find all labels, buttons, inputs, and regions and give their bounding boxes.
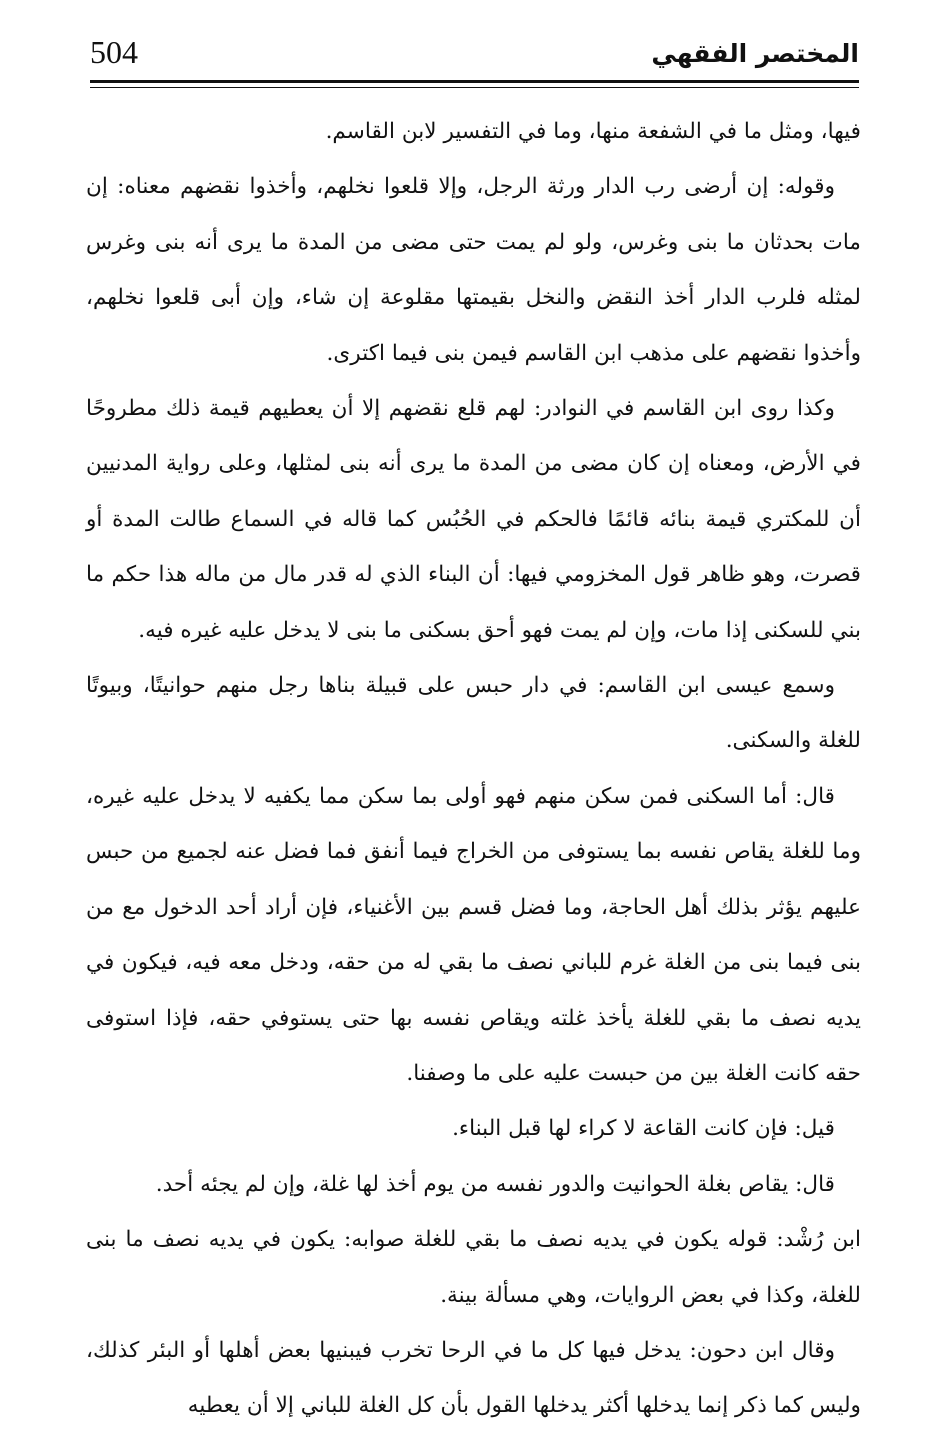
- body-text: [86, 104, 861, 1434]
- header-rule-thick: [90, 80, 859, 83]
- paragraph: وسمع عيسى ابن القاسم: في دار حبس على قبيلة بناها رجل منهم حوانيتًا، وبيوتًا للغلة والسكنى.: [86, 673, 861, 754]
- page-number: 504: [90, 34, 138, 70]
- paragraph: وكذا روى ابن القاسم في النوادر: لهم قلع نقضهم إلا أن يعطيهم قيمة ذلك مطروحًا في الأرض، ومعناه إن كان مضى من المدة ما يرى أنه بنى لمثلها، وعلى رواية المدنيين أن للمكتري قيمة بنائه قائمًا فالحكم في الحُبُس كما قاله في السماع طالت المدة أو قصرت، وهو ظاهر قول المخزومي فيها: أن البناء الذي له قدر مال من ماله هذا حكم ما بني للسكنى إذا مات، وإن لم يمت فهو أحق بسكنى ما بنى لا يدخل عليه غيره فيه.: [86, 396, 861, 643]
- paragraph: فيها، ومثل ما في الشفعة منها، وما في التفسير لابن القاسم.: [325, 119, 861, 144]
- running-title: المختصر الفقهي: [651, 39, 859, 68]
- paragraph: وقوله: إن أرضى رب الدار ورثة الرجل، وإلا قلعوا نخلهم، وأخذوا نقضهم معناه: إن مات بحدثان ما بنى وغرس، ولو لم يمت حتى مضى من المدة ما يرى أنه بنى وغرس لمثله فلرب الدار أخذ النقض والنخل بقيمتها مقلوعة إن شاء، وإن أبى قلعوا نخلهم، وأخذوا نقضهم على مذهب ابن القاسم فيمن بنى فيما اكترى.: [86, 174, 861, 366]
- paragraph: قال: أما السكنى فمن سكن منهم فهو أولى بما سكن مما يكفيه لا يدخل عليه غيره، وما للغلة يقاص نفسه بما يستوفى من الخراج فيما أنفق فما فضل عنه لجميع من حبس عليهم يؤثر بذلك أهل الحاجة، وما فضل قسم بين الأغنياء، فإن أراد أحد الدخول مع من بنى فيما بنى من الغلة غرم للباني نصف ما بقي له من حقه، ودخل معه فيه، فيكون في يديه نصف ما بقي للغلة يأخذ غلته ويقاص نفسه بها حتى يستوفي حقه، فإذا استوفى حقه كانت الغلة بين من حبست عليه على ما وصفنا.: [86, 783, 861, 1086]
- paragraph: وقال ابن دحون: يدخل فيها كل ما في الرحا تخرب فيبنيها بعض أهلها أو البئر كذلك، وليس كما ذكر إنما يدخلها أكثر يدخلها القول بأن كل الغلة للباني إلا أن يعطيه: [86, 1337, 861, 1419]
- paragraph: ابن رُشْد: قوله يكون في يديه نصف ما بقي للغلة صوابه: يكون في يديه نصف ما بنى للغلة، وكذا في بعض الروايات، وهي مسألة بينة.: [86, 1227, 861, 1308]
- paragraph: قيل: فإن كانت القاعة لا كراء لها قبل البناء.: [452, 1116, 835, 1142]
- paragraph: قال: يقاص بغلة الحوانيت والدور نفسه من يوم أخذ لها غلة، وإن لم يجئه أحد.: [155, 1171, 835, 1197]
- header-rule-thin: [90, 87, 859, 88]
- page-header: [90, 28, 859, 80]
